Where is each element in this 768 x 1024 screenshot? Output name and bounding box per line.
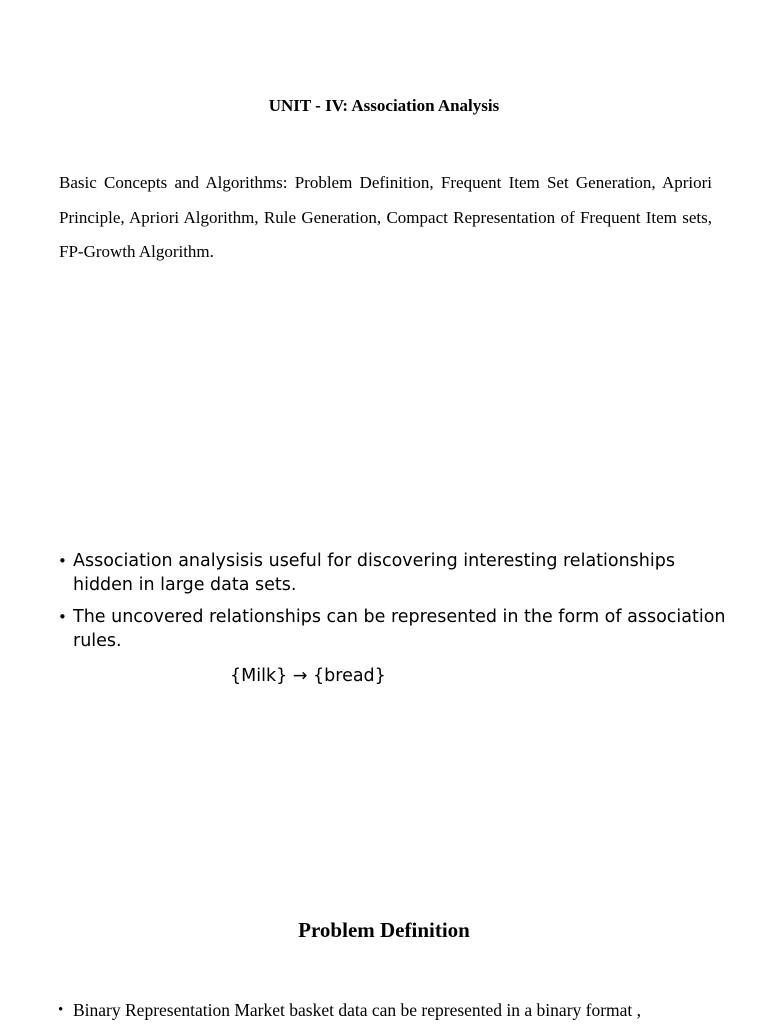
section-heading: Problem Definition — [298, 918, 470, 942]
bullet-icon: • — [58, 608, 67, 626]
bullet-icon: • — [58, 1002, 64, 1018]
list-item — [58, 605, 738, 653]
bullet-text: Association analysisis useful for discovering interesting relationships hidden in large data sets. — [73, 551, 675, 595]
intro-bullet-list — [58, 549, 738, 661]
list-item — [58, 549, 738, 597]
bullet-icon: • — [58, 552, 67, 570]
bullet-text: The uncovered relationships can be represented in the form of association rules. — [73, 607, 726, 651]
list-item — [58, 998, 738, 1022]
bullet-text: Binary Representation Market basket data can be represented in a binary format , — [73, 1000, 642, 1020]
problem-bullet-list — [58, 998, 738, 1022]
syllabus-paragraph: Basic Concepts and Algorithms: Problem Definition, Frequent Item Set Generation, Apriori Principle, Apriori Algorithm, Rule Generation, Compact Representation of Frequent Item sets, FP-Growth Algorithm. — [59, 173, 712, 261]
association-rule-example: {Milk} → {bread} — [230, 666, 386, 686]
unit-title: UNIT - IV: Association Analysis — [268, 96, 500, 115]
